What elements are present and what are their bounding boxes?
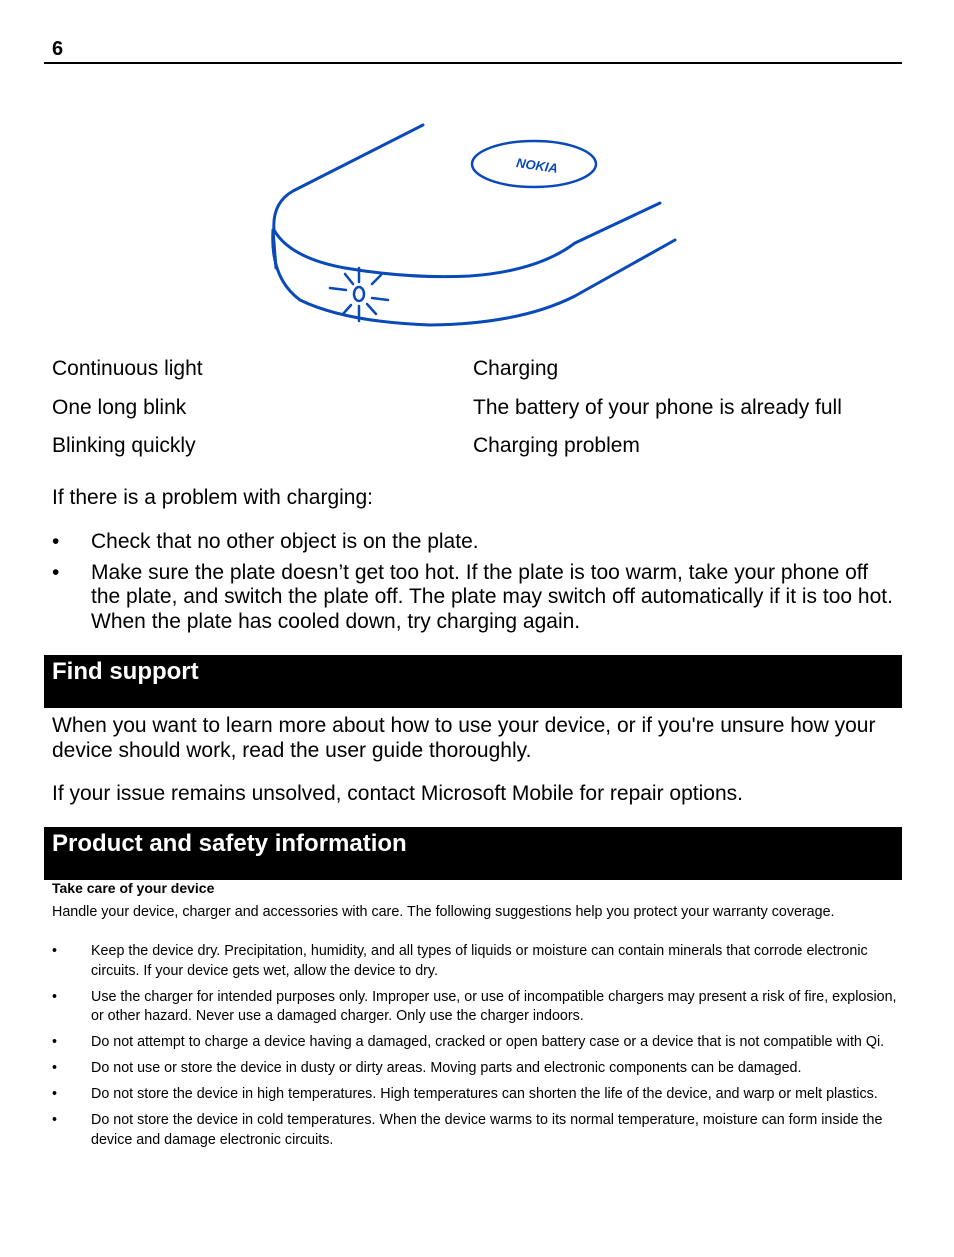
indicator-status-table	[52, 355, 902, 471]
bullet-icon: •	[52, 1086, 58, 1102]
light-meaning: Charging	[473, 357, 559, 380]
care-list	[52, 942, 902, 1157]
light-pattern: Blinking quickly	[52, 434, 196, 457]
list-item: • Keep the device dry. Precipitation, humidity, and all types of liquids or moisture can contain minerals that corrode electronic circuits. If your device gets wet, allow the device to dry.	[52, 942, 902, 981]
section-title: Find support	[52, 658, 199, 685]
bullet-icon: •	[52, 530, 60, 553]
bullet-icon: •	[52, 1060, 58, 1076]
subheading: Take care of your device	[52, 880, 215, 896]
light-meaning: Charging problem	[473, 434, 640, 457]
bullet-icon: •	[52, 1112, 58, 1128]
list-item: • Make sure the plate doesn’t get too hot. If the plate is too warm, take your phone off the plate, and switch the plate off. The plate may switch off automatically if it is too hot. When the plate has cooled down, try charging again.	[52, 560, 893, 633]
page-number: 6	[52, 38, 64, 60]
status-row	[52, 355, 902, 394]
status-row	[52, 432, 902, 471]
list-item: • Do not attempt to charge a device having a damaged, cracked or open battery case or a device that is not compatible with Qi.	[52, 1033, 902, 1053]
list-item: • Do not store the device in cold temperatures. When the device warms to its normal temperature, moisture can form inside the device and damage electronic circuits.	[52, 1111, 902, 1150]
plate-bottom-edge	[273, 230, 675, 325]
bullet-icon: •	[52, 1034, 58, 1050]
status-row	[52, 394, 902, 433]
light-pattern: One long blink	[52, 395, 187, 419]
find-support-paragraph: If your issue remains unsolved, contact Microsoft Mobile for repair options.	[52, 782, 743, 805]
product-safety-header	[44, 827, 902, 880]
bullet-icon: •	[52, 943, 58, 959]
charging-plate-illustration	[260, 115, 690, 335]
plate-left-side	[273, 230, 276, 268]
brand-logo: NOKIA	[515, 155, 559, 176]
list-item: • Check that no other object is on the plate.	[52, 530, 479, 553]
section-title: Product and safety information	[52, 830, 407, 857]
bullet-icon: •	[52, 988, 58, 1005]
list-item: • Do not store the device in high temperatures. High temperatures can shorten the life of the device, and warp or melt plastics.	[52, 1085, 902, 1105]
header-rule	[44, 62, 902, 64]
find-support-header	[44, 655, 902, 708]
charging-problem-list	[52, 530, 902, 640]
light-pattern: Continuous light	[52, 357, 203, 380]
charging-problem-intro: If there is a problem with charging:	[52, 486, 373, 509]
light-meaning: The battery of your phone is already full	[473, 395, 842, 419]
plate-top-edge	[274, 125, 660, 277]
bullet-icon: •	[52, 560, 60, 584]
list-item: • Do not use or store the device in dusty or dirty areas. Moving parts and electronic components can be damaged.	[52, 1059, 902, 1079]
list-item: • Use the charger for intended purposes only. Improper use, or use of incompatible chargers may present a risk of fire, explosion, or other hazard. Never use a damaged charger. Only use the charger indoors.	[52, 988, 902, 1027]
find-support-paragraph: When you want to learn more about how to use your device, or if you're unsure how your device should work, read the user guide thoroughly.	[52, 714, 876, 762]
care-intro: Handle your device, charger and accessories with care. The following suggestions help you protect your warranty coverage.	[52, 904, 835, 920]
